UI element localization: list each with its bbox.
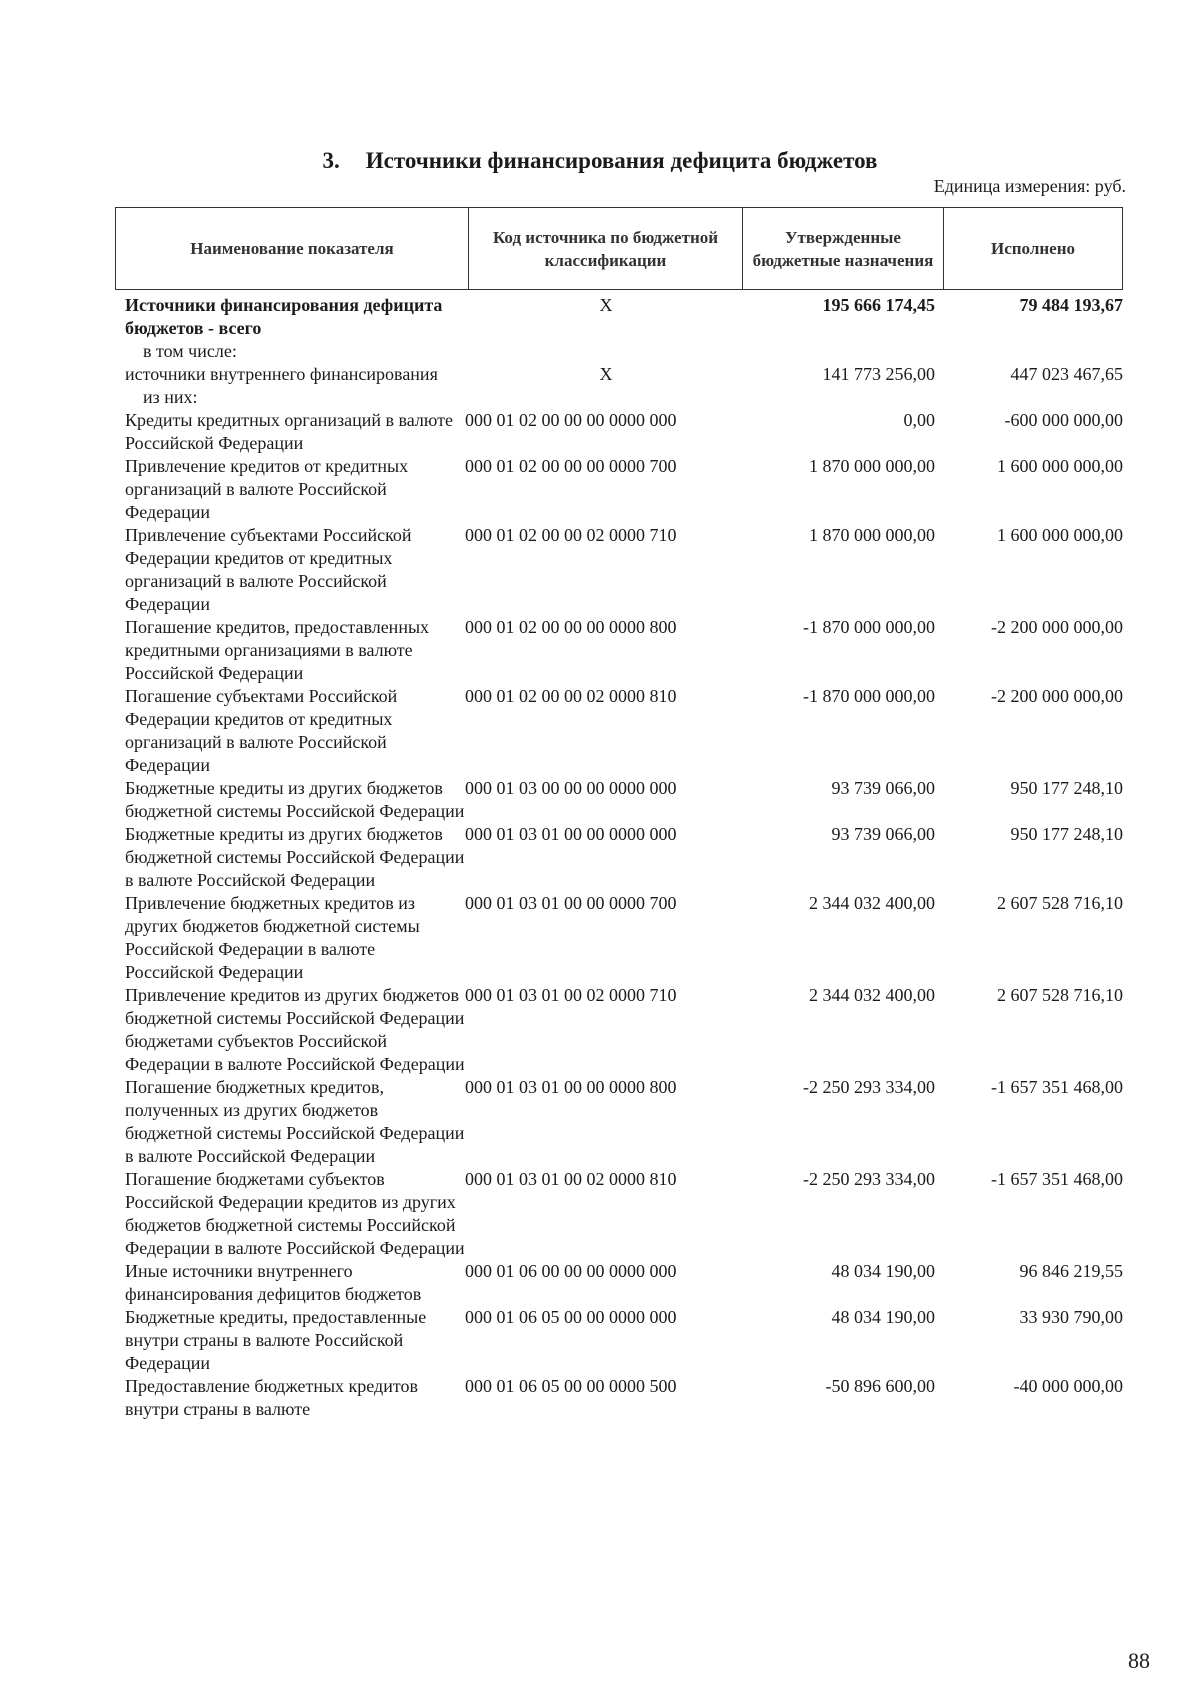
row-approved: 48 034 190,00: [831, 1307, 935, 1327]
row-approved: -1 870 000 000,00: [803, 617, 935, 637]
table-row: [125, 409, 1125, 455]
row-name: Привлечение субъектами Российской Федерации кредитов от кредитных организаций в валюте Российской Федерации: [125, 525, 412, 614]
row-name: Привлечение кредитов от кредитных организаций в валюте Российской Федерации: [125, 456, 409, 522]
table-row: [125, 524, 1125, 616]
row-executed: -600 000 000,00: [1004, 410, 1123, 430]
row-executed: 950 177 248,10: [1010, 824, 1123, 844]
note-text: в том числе:: [143, 341, 237, 361]
header-approved: Утвержденные бюджетные назначения: [743, 208, 944, 289]
row-name: Иные источники внутреннего финансирования дефицитов бюджетов: [125, 1261, 422, 1304]
table-row: [125, 1076, 1125, 1168]
row-approved: 93 739 066,00: [831, 824, 935, 844]
row-name: источники внутреннего финансирования: [125, 364, 438, 384]
row-executed: 1 600 000 000,00: [997, 525, 1123, 545]
table-row: [125, 616, 1125, 685]
section-number: 3.: [322, 148, 340, 173]
table-row: [125, 823, 1125, 892]
row-approved: -50 896 600,00: [825, 1376, 935, 1396]
row-code: 000 01 06 05 00 00 0000 500: [465, 1376, 677, 1396]
row-name: Погашение бюджетами субъектов Российской Федерации кредитов из других бюджетов бюджетной системы Российской Федерации в валюте Российской Федерации: [125, 1169, 465, 1258]
table-row: [125, 984, 1125, 1076]
row-approved: -2 250 293 334,00: [803, 1169, 935, 1189]
table-row: [125, 294, 1125, 340]
row-name: Погашение бюджетных кредитов, полученных из других бюджетов бюджетной системы Российской Федерации в валюте Российской Федерации: [125, 1077, 465, 1166]
row-code: 000 01 03 01 00 00 0000 800: [465, 1077, 677, 1097]
row-approved: 1 870 000 000,00: [809, 456, 935, 476]
row-name: Погашение субъектами Российской Федерации кредитов от кредитных организаций в валюте Российской Федерации: [125, 686, 398, 775]
row-approved: 141 773 256,00: [822, 364, 935, 384]
row-code: 000 01 03 01 00 02 0000 710: [465, 985, 677, 1005]
row-name: Бюджетные кредиты из других бюджетов бюджетной системы Российской Федерации: [125, 778, 465, 821]
unit-of-measure: Единица измерения: руб.: [933, 176, 1126, 196]
table-row: [125, 455, 1125, 524]
row-name: Кредиты кредитных организаций в валюте Российской Федерации: [125, 410, 453, 453]
row-executed: 2 607 528 716,10: [997, 985, 1123, 1005]
row-approved: 2 344 032 400,00: [809, 893, 935, 913]
table-row: [125, 363, 1125, 386]
table-row: [125, 892, 1125, 984]
row-name: Бюджетные кредиты, предоставленные внутри страны в валюте Российской Федерации: [125, 1307, 427, 1373]
row-code: 000 01 02 00 00 00 0000 000: [465, 410, 677, 430]
table-row: [125, 1168, 1125, 1260]
table-note: [125, 340, 1125, 363]
row-name: Предоставление бюджетных кредитов внутри страны в валюте: [125, 1376, 418, 1419]
row-executed: -2 200 000 000,00: [991, 686, 1123, 706]
row-code: 000 01 03 00 00 00 0000 000: [465, 778, 677, 798]
table-row: [125, 1260, 1125, 1306]
note-text: из них:: [143, 387, 198, 407]
row-code: 000 01 02 00 00 02 0000 810: [465, 686, 677, 706]
header-executed: Исполнено: [990, 239, 1075, 258]
row-name: Бюджетные кредиты из других бюджетов бюджетной системы Российской Федерации в валюте Российской Федерации: [125, 824, 465, 890]
row-code: 000 01 03 01 00 02 0000 810: [465, 1169, 677, 1189]
row-code: 000 01 02 00 00 00 0000 800: [465, 617, 677, 637]
section-title-text: Источники финансирования дефицита бюджетов: [365, 148, 878, 173]
page-number: 88: [1128, 1648, 1150, 1673]
row-code: X: [599, 364, 613, 384]
row-executed: -40 000 000,00: [1013, 1376, 1123, 1396]
row-code: 000 01 06 00 00 00 0000 000: [465, 1261, 677, 1281]
row-approved: 195 666 174,45: [822, 295, 935, 315]
row-name: Привлечение кредитов из других бюджетов бюджетной системы Российской Федерации бюджетами субъектов Российской Федерации в валюте Российской Федерации: [125, 985, 465, 1074]
row-approved: -1 870 000 000,00: [803, 686, 935, 706]
row-executed: 79 484 193,67: [1019, 295, 1123, 315]
row-approved: 1 870 000 000,00: [809, 525, 935, 545]
header-code: Код источника по бюджетной классификации: [469, 208, 743, 289]
row-executed: -1 657 351 468,00: [991, 1077, 1123, 1097]
row-approved: 93 739 066,00: [831, 778, 935, 798]
row-approved: -2 250 293 334,00: [803, 1077, 935, 1097]
row-approved: 2 344 032 400,00: [809, 985, 935, 1005]
table-header: [115, 207, 1123, 290]
row-approved: 0,00: [903, 410, 935, 430]
row-name: Погашение кредитов, предоставленных кредитными организациями в валюте Российской Федерации: [125, 617, 430, 683]
row-executed: 447 023 467,65: [1010, 364, 1123, 384]
row-executed: 950 177 248,10: [1010, 778, 1123, 798]
row-code: 000 01 03 01 00 00 0000 700: [465, 893, 677, 913]
row-executed: 96 846 219,55: [1019, 1261, 1123, 1281]
row-code: 000 01 06 05 00 00 0000 000: [465, 1307, 677, 1327]
row-executed: -1 657 351 468,00: [991, 1169, 1123, 1189]
table-row: [125, 1375, 1125, 1421]
row-name: Привлечение бюджетных кредитов из других бюджетов бюджетной системы Российской Федерации в валюте Российской Федерации: [125, 893, 420, 982]
row-executed: 33 930 790,00: [1019, 1307, 1123, 1327]
row-executed: -2 200 000 000,00: [991, 617, 1123, 637]
row-name: Источники финансирования дефицита бюджетов - всего: [125, 295, 443, 338]
table-row: [125, 1306, 1125, 1375]
table-row: [125, 685, 1125, 777]
header-name: Наименование показателя: [116, 208, 469, 289]
section-title: [0, 148, 1200, 174]
row-code: 000 01 02 00 00 02 0000 710: [465, 525, 677, 545]
row-approved: 48 034 190,00: [831, 1261, 935, 1281]
row-code: X: [599, 295, 613, 315]
row-executed: 2 607 528 716,10: [997, 893, 1123, 913]
row-code: 000 01 02 00 00 00 0000 700: [465, 456, 677, 476]
table-body: [125, 294, 1125, 1421]
row-executed: 1 600 000 000,00: [997, 456, 1123, 476]
row-code: 000 01 03 01 00 00 0000 000: [465, 824, 677, 844]
table-row: [125, 777, 1125, 823]
table-note: [125, 386, 1125, 409]
